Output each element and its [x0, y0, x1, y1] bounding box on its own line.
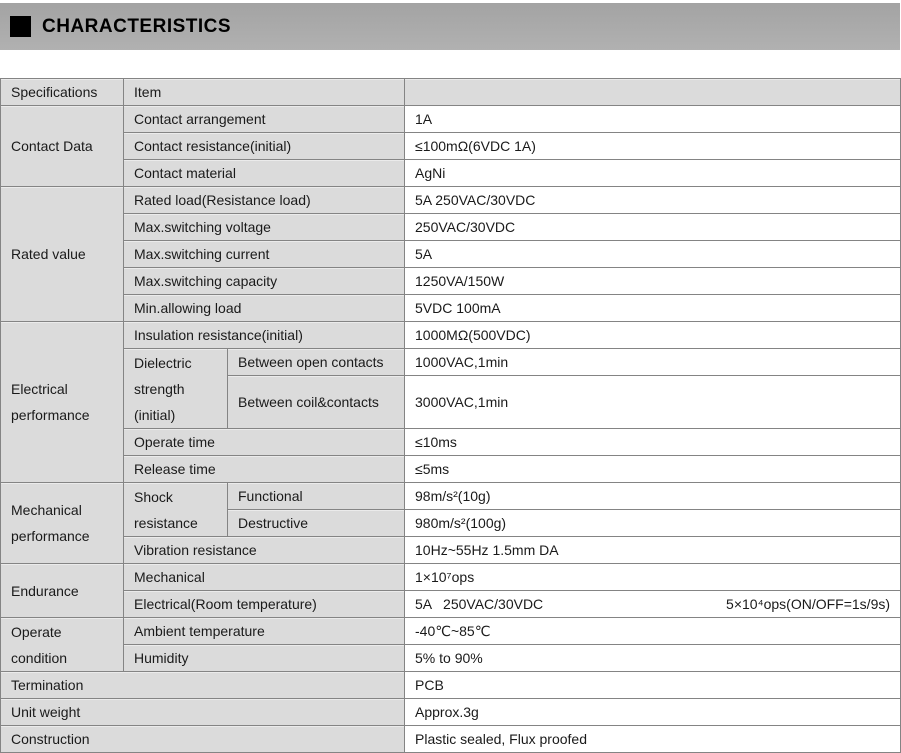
- item-cell: Electrical(Room temperature): [124, 591, 405, 618]
- table-header-row: [1, 79, 901, 106]
- table-row: [1, 456, 901, 483]
- item-cell: Contact material: [124, 160, 405, 187]
- endurance-electrical-ops: 5×10⁴ops(ON/OFF=1s/9s): [726, 596, 891, 612]
- group-label-rated-value: Rated value: [1, 187, 124, 322]
- item-cell: Release time: [124, 456, 405, 483]
- row-label-termination: Termination: [1, 672, 405, 699]
- value-cell: ≤5ms: [405, 456, 901, 483]
- table-row: [1, 295, 901, 322]
- section-bullet-icon: [10, 16, 31, 37]
- table-row: [1, 645, 901, 672]
- value-cell: 1250VA/150W: [405, 268, 901, 295]
- item-cell: Destructive: [228, 510, 405, 537]
- item-cell: Between coil&contacts: [228, 376, 405, 429]
- value-cell: 1×10⁷ops: [405, 564, 901, 591]
- item-cell: Between open contacts: [228, 349, 405, 376]
- item-cell: Rated load(Resistance load): [124, 187, 405, 214]
- item-cell: Max.switching capacity: [124, 268, 405, 295]
- value-cell: 98m/s²(10g): [405, 483, 901, 510]
- subgroup-label-dielectric-strength: Dielectric strength (initial): [124, 349, 228, 429]
- value-cell: Approx.3g: [405, 699, 901, 726]
- value-column-header: [405, 79, 901, 106]
- value-cell: 5% to 90%: [405, 645, 901, 672]
- value-cell: 10Hz~55Hz 1.5mm DA: [405, 537, 901, 564]
- item-cell: Operate time: [124, 429, 405, 456]
- table-row: [1, 322, 901, 349]
- table-row: [1, 214, 901, 241]
- value-cell: 5A 250VAC/30VDC: [405, 187, 901, 214]
- item-cell: Contact resistance(initial): [124, 133, 405, 160]
- table-row: [1, 160, 901, 187]
- item-cell: Max.switching voltage: [124, 214, 405, 241]
- value-cell: 3000VAC,1min: [405, 376, 901, 429]
- table-row: [1, 672, 901, 699]
- item-cell: Insulation resistance(initial): [124, 322, 405, 349]
- item-cell: Max.switching current: [124, 241, 405, 268]
- specifications-column-header: Specifications: [1, 79, 124, 106]
- table-row: [1, 133, 901, 160]
- item-cell: Humidity: [124, 645, 405, 672]
- item-cell: Mechanical: [124, 564, 405, 591]
- value-cell: Plastic sealed, Flux proofed: [405, 726, 901, 753]
- table-row: [1, 187, 901, 214]
- value-cell: ≤100mΩ(6VDC 1A): [405, 133, 901, 160]
- item-column-header: Item: [124, 79, 405, 106]
- item-cell: Min.allowing load: [124, 295, 405, 322]
- value-cell: ≤10ms: [405, 429, 901, 456]
- table-row: [1, 106, 901, 133]
- item-cell: Contact arrangement: [124, 106, 405, 133]
- endurance-electrical-value: [415, 591, 894, 617]
- value-cell: 250VAC/30VDC: [405, 214, 901, 241]
- table-row: [1, 726, 901, 753]
- value-cell: 980m/s²(100g): [405, 510, 901, 537]
- item-cell: Vibration resistance: [124, 537, 405, 564]
- subgroup-label-shock-resistance: Shock resistance: [124, 483, 228, 537]
- value-cell: 5VDC 100mA: [405, 295, 901, 322]
- group-label-contact-data: Contact Data: [1, 106, 124, 187]
- table-row: [1, 699, 901, 726]
- characteristics-table: [0, 78, 901, 753]
- value-cell: 5A: [405, 241, 901, 268]
- table-row: [1, 241, 901, 268]
- row-label-construction: Construction: [1, 726, 405, 753]
- table-row: [1, 349, 901, 376]
- value-cell: 1000MΩ(500VDC): [405, 322, 901, 349]
- row-label-unit-weight: Unit weight: [1, 699, 405, 726]
- table-row: [1, 618, 901, 645]
- value-cell: PCB: [405, 672, 901, 699]
- section-header-bar: [0, 3, 900, 50]
- table-row: [1, 483, 901, 510]
- table-row: [1, 591, 901, 618]
- value-cell: [405, 591, 901, 618]
- table-row: [1, 429, 901, 456]
- item-cell: Functional: [228, 483, 405, 510]
- group-label-electrical-performance: Electrical performance: [1, 322, 124, 483]
- group-label-endurance: Endurance: [1, 564, 124, 618]
- section-title: CHARACTERISTICS: [42, 15, 232, 37]
- group-label-operate-condition: Operate condition: [1, 618, 124, 672]
- value-cell: 1A: [405, 106, 901, 133]
- table-row: [1, 268, 901, 295]
- endurance-electrical-load: 5A 250VAC/30VDC: [415, 596, 544, 612]
- table-row: [1, 564, 901, 591]
- group-label-mechanical-performance: Mechanical performance: [1, 483, 124, 564]
- table-row: [1, 537, 901, 564]
- value-cell: -40℃~85℃: [405, 618, 901, 645]
- value-cell: AgNi: [405, 160, 901, 187]
- item-cell: Ambient temperature: [124, 618, 405, 645]
- value-cell: 1000VAC,1min: [405, 349, 901, 376]
